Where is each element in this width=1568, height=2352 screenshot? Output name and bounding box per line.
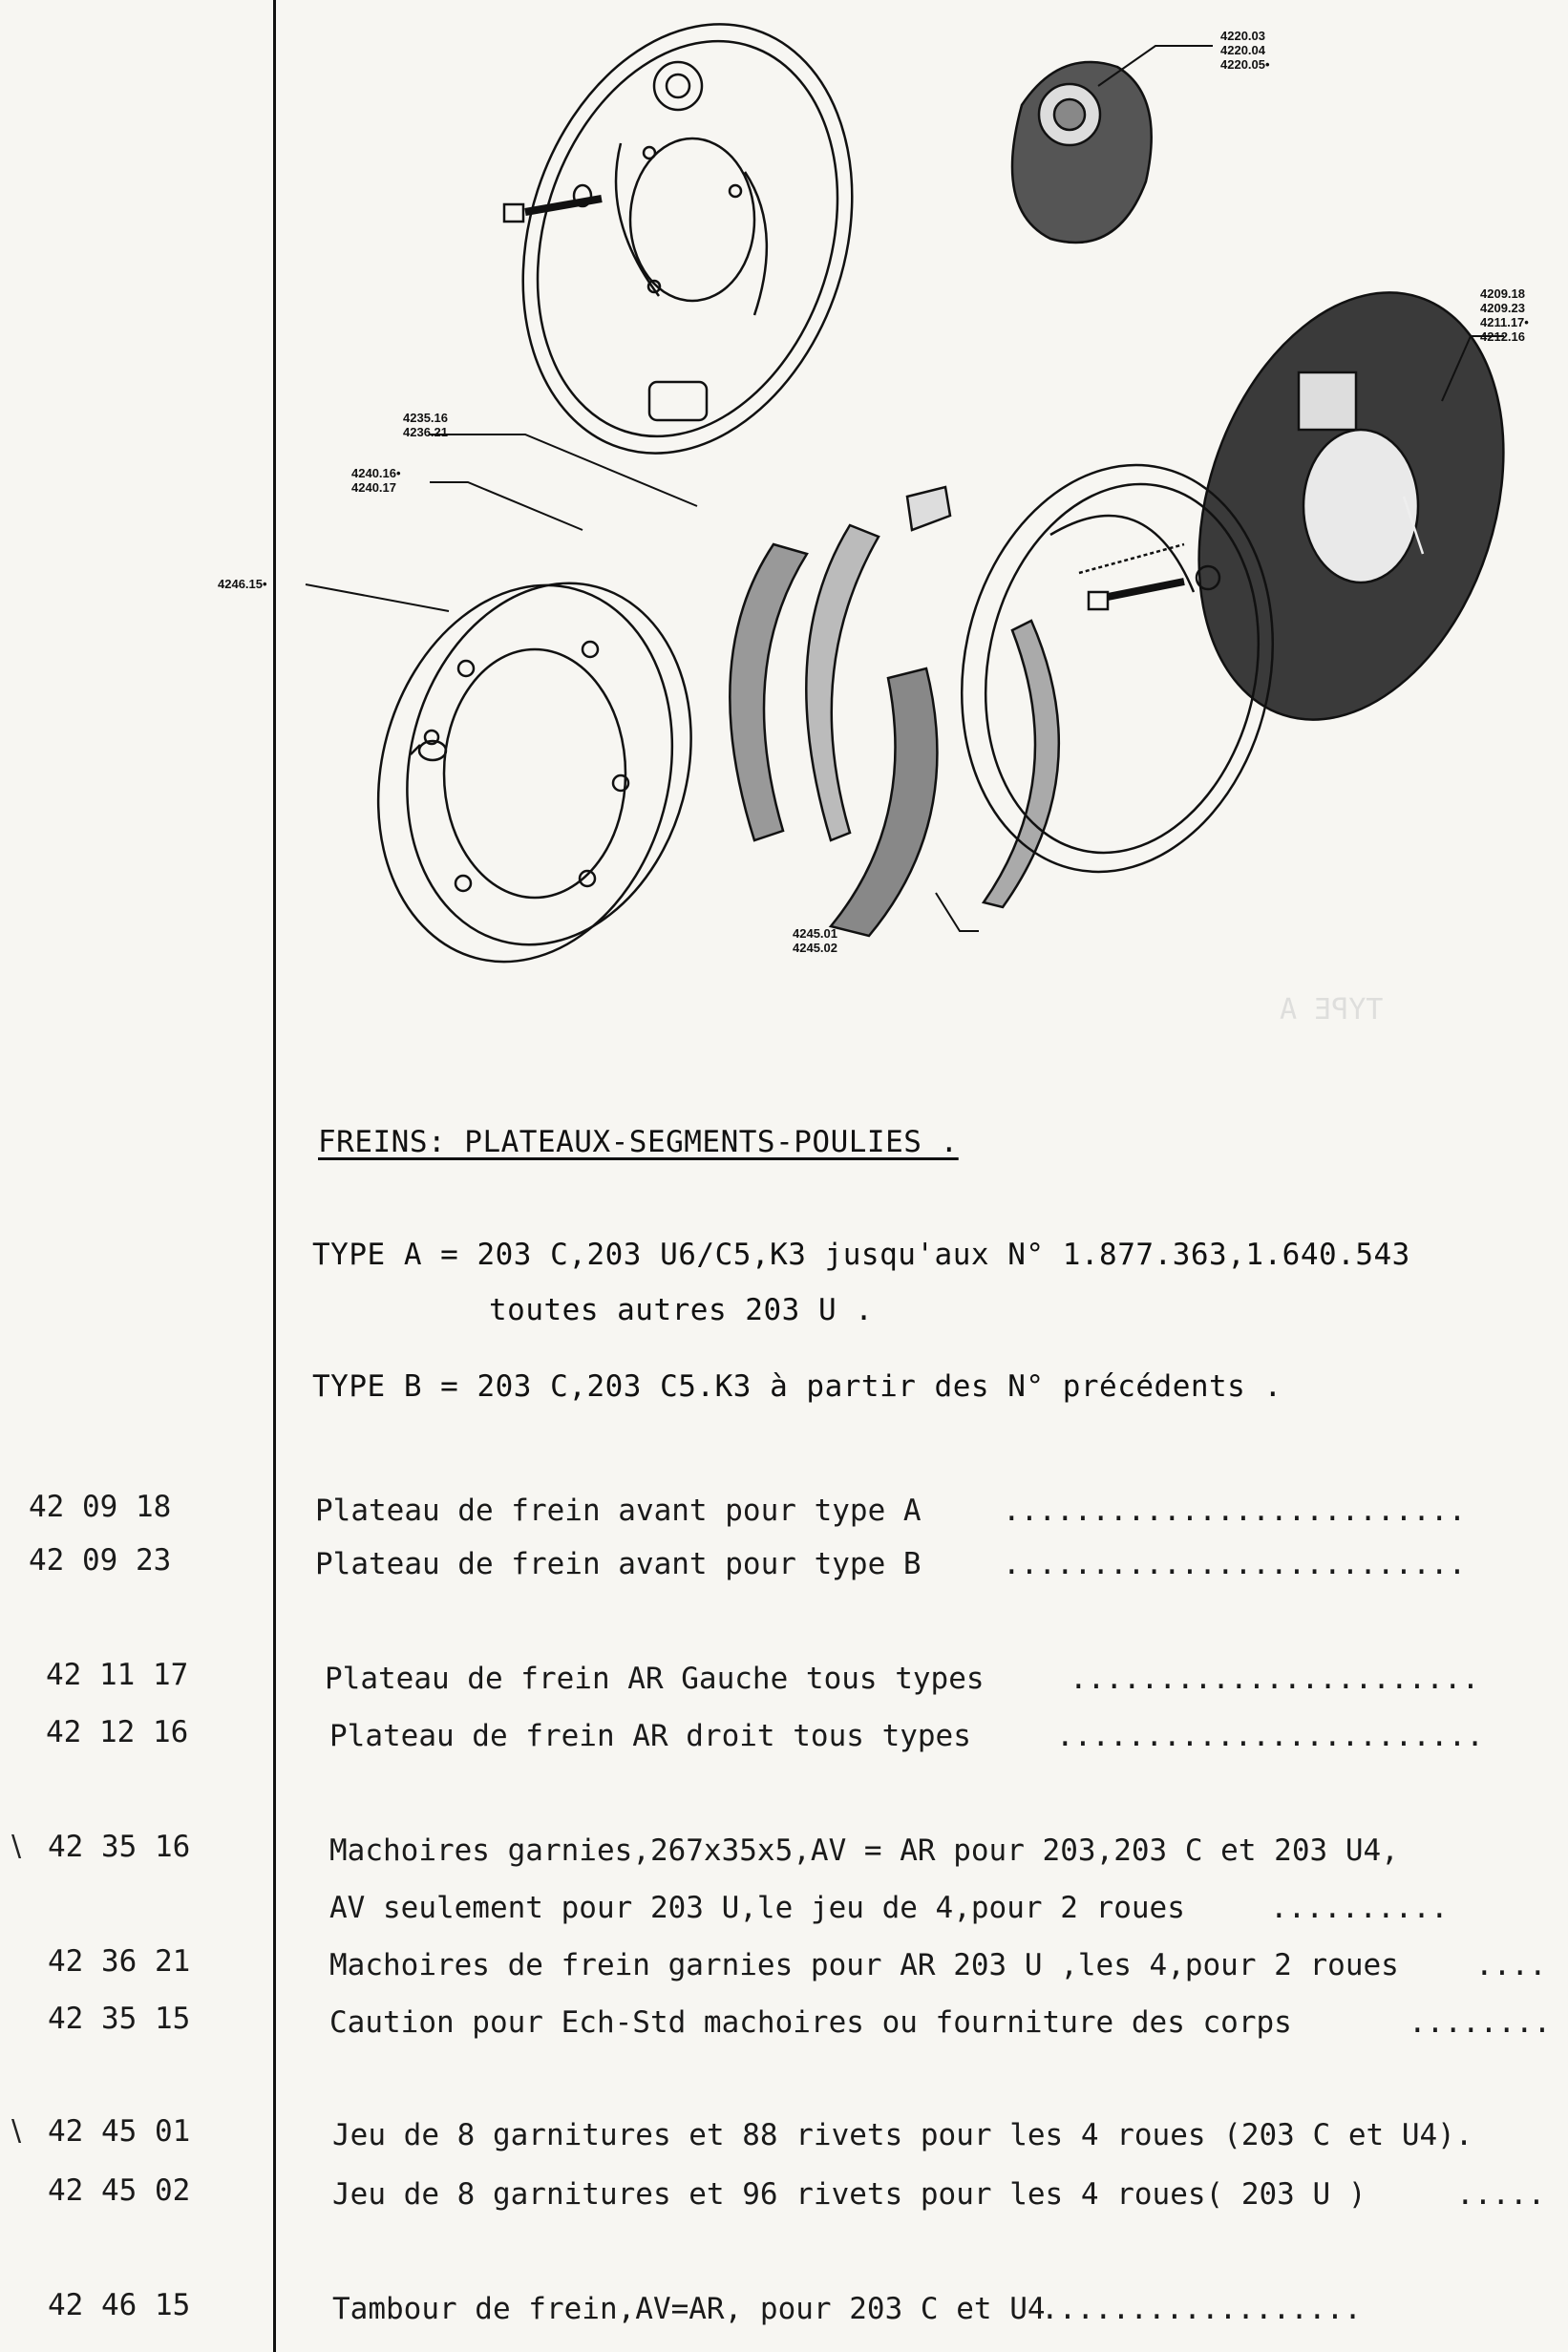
part-code: 42 09 18 — [29, 1490, 172, 1524]
wheel-cylinder-drawing — [1012, 62, 1152, 243]
part-description: Machoires garnies,267x35x5,AV = AR pour 203,203 C et 203 U4, — [329, 1833, 1399, 1868]
check-mark: \ — [11, 1830, 22, 1863]
callout-drum: 4246.15• — [218, 577, 267, 591]
part-description: Jeu de 8 garnitures et 96 rivets pour les 4 roues( 203 U ) — [332, 2177, 1367, 2212]
part-description: Plateau de frein avant pour type B — [315, 1547, 922, 1581]
callout-linings: 4245.01 4245.02 — [793, 926, 837, 955]
part-description: Plateau de frein AR Gauche tous types — [325, 1662, 985, 1696]
callout-segments: 4235.16 4236.21 — [403, 411, 448, 439]
callout-wheel-cylinder: 4220.03 4220.04 4220.05• — [1220, 29, 1270, 72]
part-code: 42 35 15 — [48, 2002, 191, 2036]
part-code: 42 45 01 — [48, 2114, 191, 2149]
part-description: Machoires de frein garnies pour AR 203 U ,les 4,pour 2 roues — [329, 1948, 1399, 1982]
part-leader-dots: .......................... — [1003, 1547, 1467, 1581]
part-description: Tambour de frein,AV=AR, pour 203 C et U4 — [332, 2292, 1046, 2326]
part-leader-dots: .......................... — [1003, 1494, 1467, 1528]
callout-shoes: 4240.16• 4240.17 — [351, 466, 401, 495]
type-a-line-1: TYPE A = 203 C,203 U6/C5,K3 jusqu'aux N° 1.877.363,1.640.543 — [312, 1238, 1410, 1272]
type-b-line: TYPE B = 203 C,203 C5.K3 à partir des N° précédents . — [312, 1369, 1282, 1404]
type-a-line-2: toutes autres 203 U . — [489, 1293, 874, 1327]
part-code: 42 12 16 — [46, 1715, 189, 1749]
part-description: Caution pour Ech-Std machoires ou fourniture des corps — [329, 2005, 1292, 2040]
part-description: Plateau de frein avant pour type A — [315, 1494, 922, 1528]
part-code: 42 46 15 — [48, 2288, 191, 2322]
part-description: Jeu de 8 garnitures et 88 rivets pour les 4 roues (203 C et U4). — [332, 2118, 1473, 2152]
part-leader-dots: ....................... — [1070, 1662, 1480, 1696]
front-backing-plate-drawing — [470, 0, 905, 497]
part-leader-dots: ........ — [1409, 2005, 1552, 2040]
brake-shoes-drawing — [730, 487, 1059, 936]
part-description: Plateau de frein AR droit tous types — [329, 1719, 971, 1753]
part-leader-dots: .... — [1475, 1948, 1547, 1982]
part-code: 42 35 16 — [48, 1830, 191, 1864]
part-leader-dots: ..... — [1456, 2177, 1546, 2212]
part-code: 42 09 23 — [29, 1543, 172, 1578]
part-code: 42 36 21 — [48, 1944, 191, 1979]
brake-drum-drawing — [337, 551, 730, 993]
section-title: FREINS: PLATEAUX-SEGMENTS-POULIES . — [318, 1125, 959, 1159]
part-leader-dots: ........................ — [1056, 1719, 1484, 1753]
part-leader-dots: .................. — [1041, 2292, 1362, 2326]
part-code: 42 11 17 — [46, 1658, 189, 1692]
brake-exploded-diagram — [201, 0, 1568, 993]
callout-backing-plates: 4209.18 4209.23 4211.17• 4212.16 — [1480, 286, 1529, 344]
bleed-through-text: TYPE A — [1280, 993, 1384, 1027]
part-description: AV seulement pour 203 U,le jeu de 4,pour 2 roues — [329, 1891, 1185, 1925]
check-mark: \ — [11, 2114, 22, 2148]
part-code: 42 45 02 — [48, 2173, 191, 2208]
part-leader-dots: .......... — [1270, 1891, 1449, 1925]
